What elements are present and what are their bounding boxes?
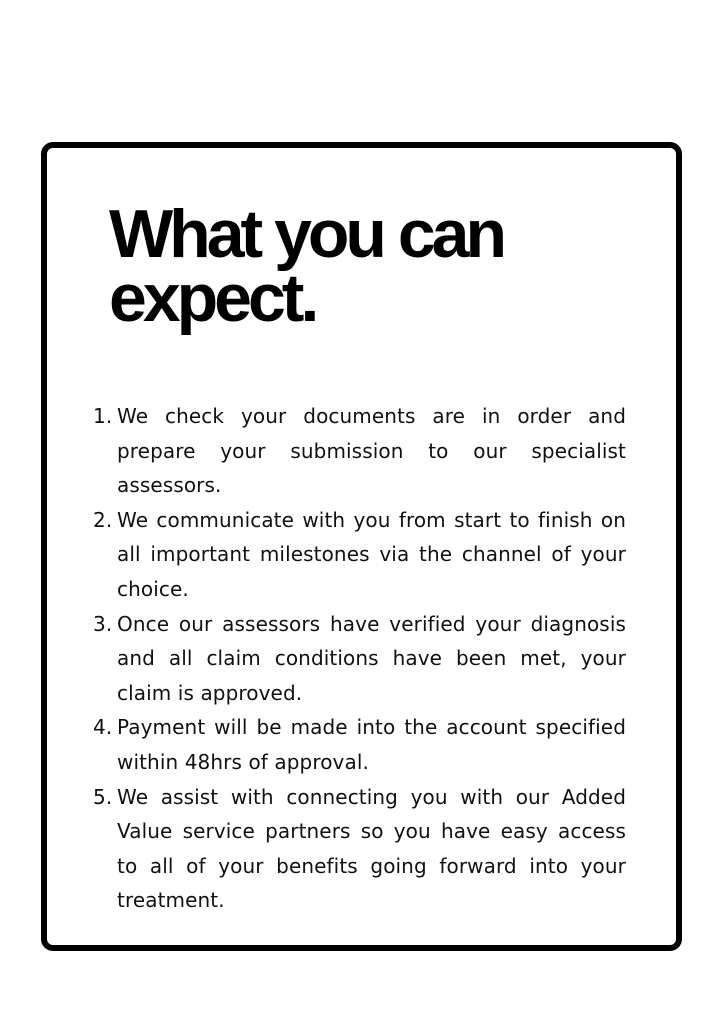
page-title [109,196,504,336]
content-card [41,142,682,951]
list-item-text: We assist with connecting you with our Added Value service partners so you have easy access to all of your benefits going forward into your treatment. [117,784,626,913]
list-item-number: 2. [93,507,113,532]
list-item-number: 3. [93,611,113,636]
list-item-text: Once our assessors have verified your diagnosis and all claim conditions have been met, your claim is approved. [117,611,626,705]
list-item-number: 5. [93,784,113,809]
list-item [93,710,626,779]
list-item [93,780,626,918]
list-item [93,399,626,503]
page-title-line-1: What you can [109,196,504,272]
list-item-text: Payment will be made into the account specified within 48hrs of approval. [117,715,626,774]
list-item-text: We communicate with you from start to finish on all important milestones via the channel of your choice. [117,507,626,601]
list-item-number: 1. [93,404,113,428]
list-item [93,503,626,607]
page-title-line-2: expect. [109,260,316,336]
list-item-text: We check your documents are in order and prepare your submission to our specialist assessors. [117,404,626,498]
steps-list [93,399,626,918]
list-item [93,607,626,711]
list-item-number: 4. [93,715,113,740]
